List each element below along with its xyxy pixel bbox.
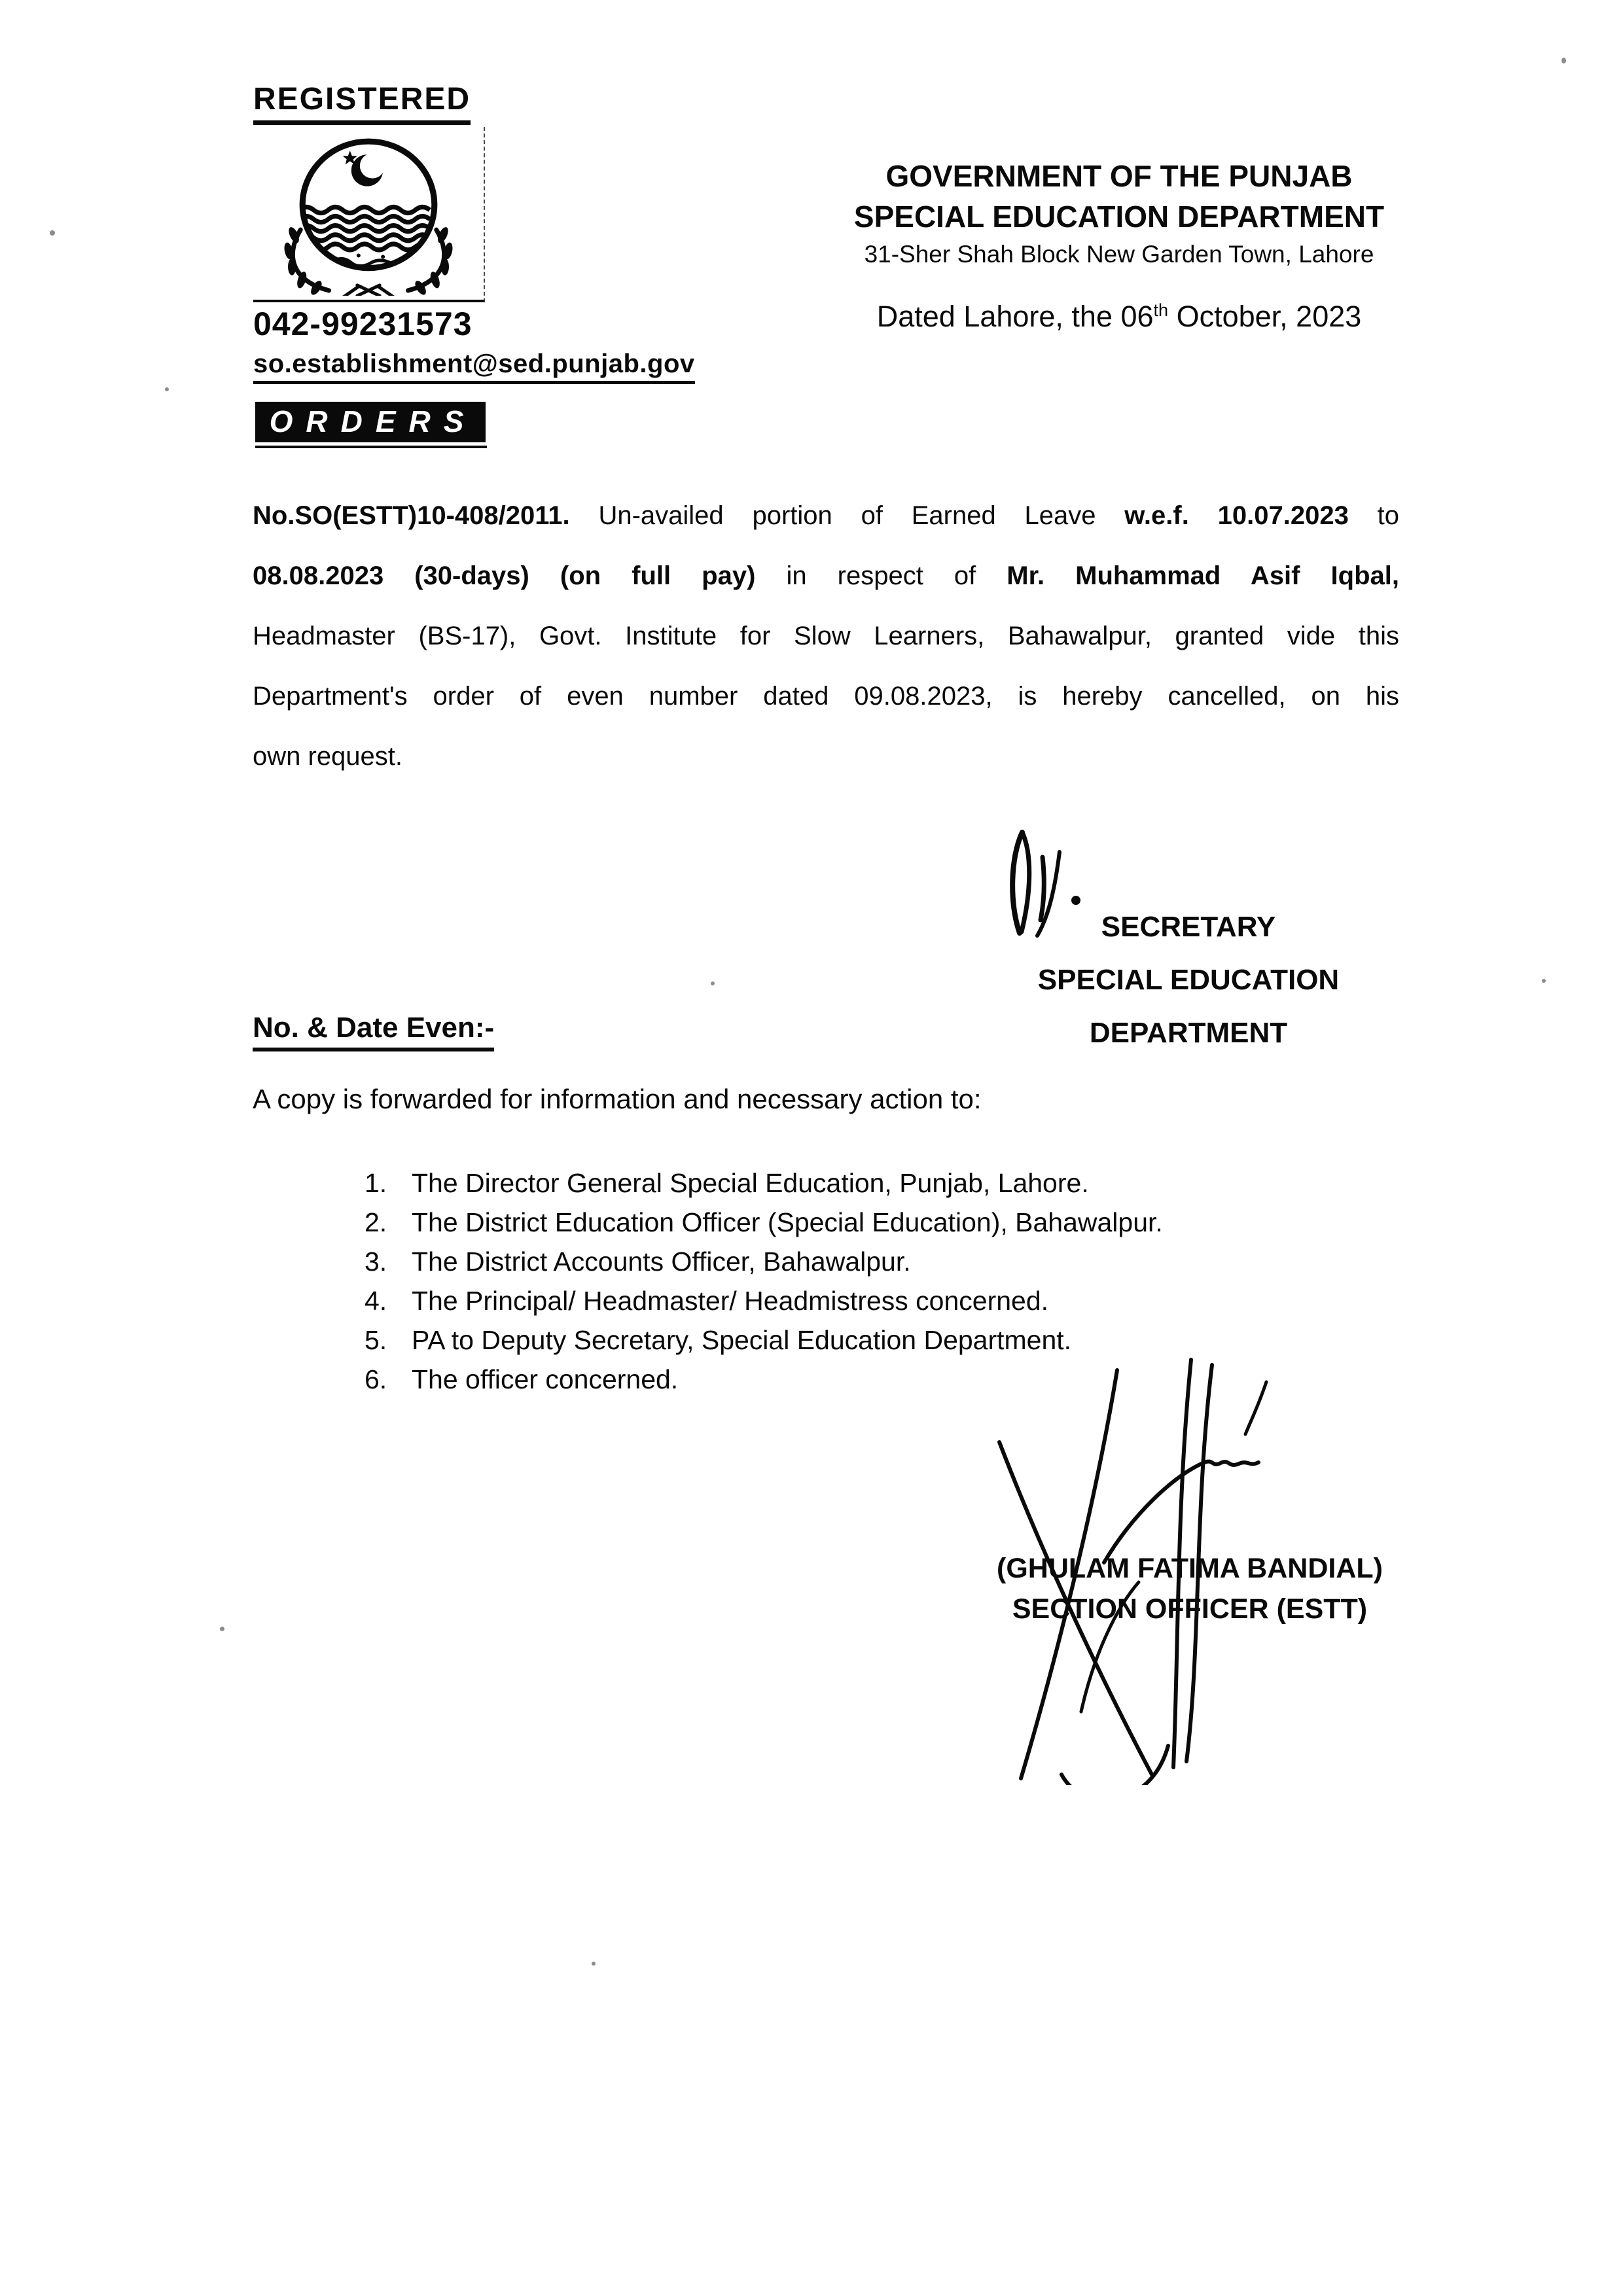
copy-forwarded-line: A copy is forwarded for information and necessary action to: (253, 1084, 982, 1114)
order-paragraph-line: Headmaster (BS-17), Govt. Institute for Slow Learners, Bahawalpur, granted vide this (253, 622, 1399, 650)
order-paragraph-line: No.SO(ESTT)10-408/2011. Un-availed portion of Earned Leave w.e.f. 10.07.2023 to (253, 501, 1399, 530)
distribution-list-item (365, 1163, 1163, 1203)
list-item-number: 3. (365, 1246, 387, 1277)
secretary-title-line3: DEPARTMENT (1089, 1017, 1288, 1049)
letterhead-logo-box (253, 127, 485, 302)
list-item-number: 5. (365, 1325, 387, 1355)
punjab-government-crest-icon (259, 131, 478, 296)
letterhead-email: so.establishment@sed.punjab.gov (253, 349, 695, 384)
list-item-text: The officer concerned. (412, 1364, 679, 1394)
government-title: GOVERNMENT OF THE PUNJAB (885, 159, 1353, 193)
order-paragraph-line: 08.08.2023 (30-days) (on full pay) in respect of Mr. Muhammad Asif Iqbal, (253, 561, 1399, 590)
registered-stamp: REGISTERED (253, 81, 471, 125)
letterhead-header (830, 156, 1408, 270)
orders-banner-underline (255, 446, 487, 448)
order-paragraph-line: own request. (253, 742, 403, 771)
date-ordinal-suffix: th (1153, 300, 1169, 320)
order-paragraph-line: Department's order of even number dated 09.08.2023, is hereby cancelled, on his (253, 682, 1399, 711)
order-paragraph (253, 486, 1399, 786)
section-officer-signature-icon (983, 1345, 1291, 1785)
department-title: SPECIAL EDUCATION DEPARTMENT (853, 200, 1385, 234)
scan-speck (50, 230, 55, 236)
scan-speck (165, 387, 169, 391)
secretary-title-line2: SPECIAL EDUCATION (1037, 964, 1340, 996)
list-item-number: 4. (365, 1286, 387, 1316)
signatory-title: SECTION OFFICER (ESTT) (1012, 1593, 1368, 1625)
list-item-text: The District Accounts Officer, Bahawalpur. (412, 1246, 911, 1277)
orders-banner: ORDERS (255, 402, 486, 442)
scan-speck (1542, 979, 1546, 983)
list-item-text: The Director General Special Education, Punjab, Lahore. (412, 1168, 1089, 1198)
no-and-date-even-heading: No. & Date Even:- (253, 1012, 494, 1051)
scan-speck (220, 1627, 224, 1631)
list-item-number: 6. (365, 1364, 387, 1394)
list-item-text: PA to Deputy Secretary, Special Education Department. (412, 1325, 1072, 1355)
department-address: 31-Sher Shah Block New Garden Town, Lahore (864, 241, 1374, 268)
distribution-list-item (365, 1242, 1163, 1281)
scan-speck (711, 981, 715, 985)
letter-date: Dated Lahore, the 06th October, 2023 (876, 300, 1362, 333)
secretary-title-line1: SECRETARY (1101, 911, 1276, 943)
scan-speck (592, 1962, 596, 1966)
list-item-number: 1. (365, 1168, 387, 1198)
secretary-signature-block (1025, 900, 1352, 1059)
list-item-number: 2. (365, 1207, 387, 1237)
letterhead-phone: 042-99231573 (253, 306, 473, 342)
distribution-list-item (365, 1281, 1163, 1320)
list-item-text: The Principal/ Headmaster/ Headmistress concerned. (412, 1286, 1049, 1316)
list-item-text: The District Education Officer (Special Education), Bahawalpur. (412, 1207, 1163, 1237)
scan-speck (1561, 58, 1566, 63)
distribution-list-item (365, 1203, 1163, 1242)
signatory-name: (GHULAM FATIMA BANDIAL) (997, 1553, 1383, 1584)
